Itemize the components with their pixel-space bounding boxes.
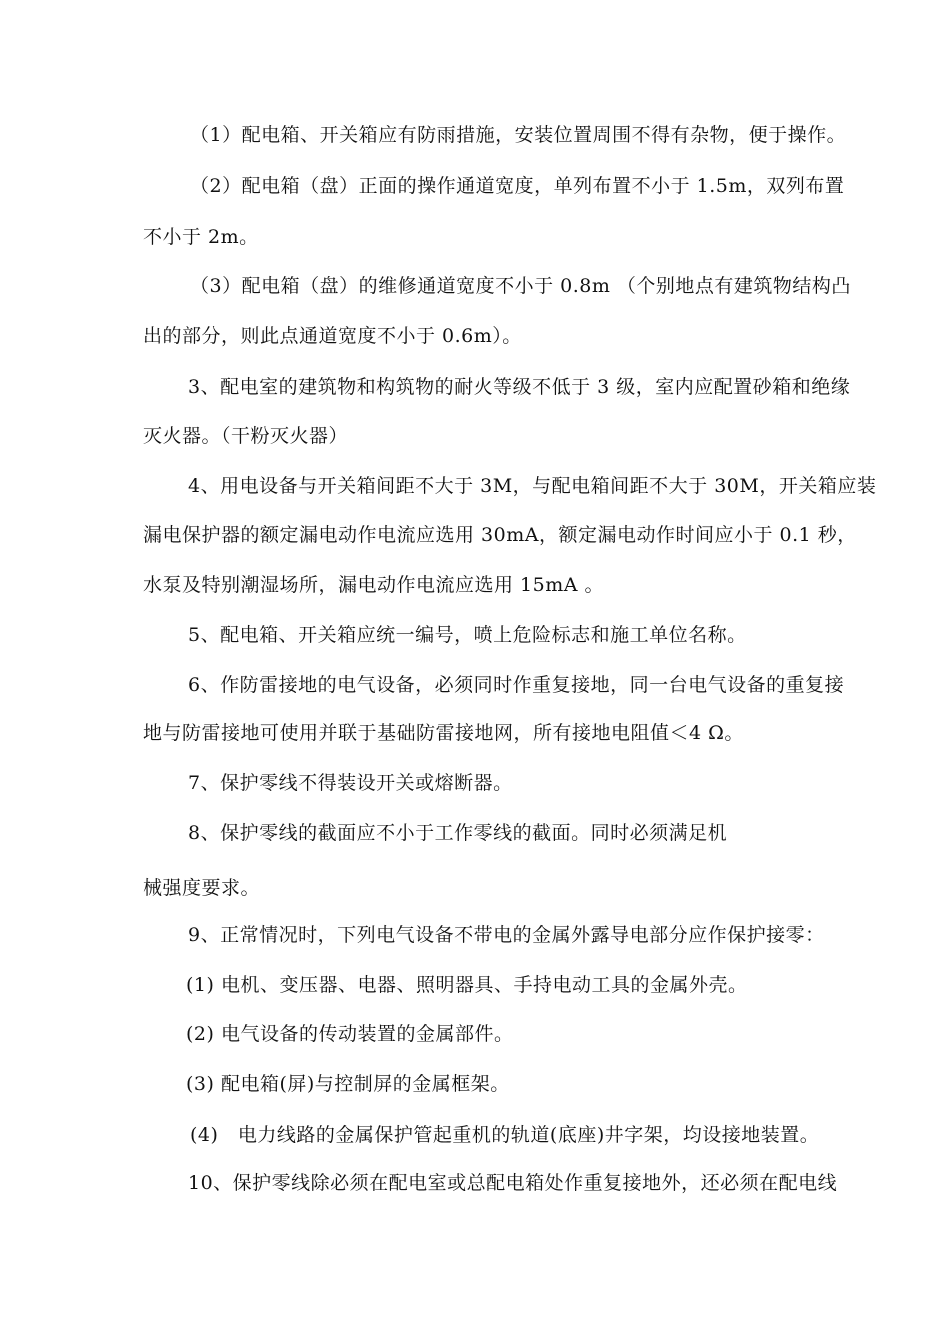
- text-line: 水泵及特别潮湿场所，漏电动作电流应选用 15mA 。: [143, 574, 604, 596]
- text-line: 5、配电箱、开关箱应统一编号，喷上危险标志和施工单位名称。: [188, 624, 747, 646]
- text-line: (3) 配电箱(屏)与控制屏的金属框架。: [186, 1073, 510, 1095]
- text-line: 地与防雷接地可使用并联于基础防雷接地网，所有接地电阻值＜4 Ω。: [143, 722, 744, 744]
- text-line: 9、正常情况时，下列电气设备不带电的金属外露导电部分应作保护接零：: [188, 924, 825, 946]
- text-line: 械强度要求。: [143, 877, 261, 899]
- text-line: （3）配电箱（盘）的维修通道宽度不小于 0.8m （个别地点有建筑物结构凸: [190, 275, 851, 297]
- text-line: (2) 电气设备的传动装置的金属部件。: [186, 1023, 514, 1045]
- text-line: 8、保护零线的截面应不小于工作零线的截面。同时必须满足机: [188, 822, 728, 844]
- text-line: 漏电保护器的额定漏电动作电流应选用 30mA，额定漏电动作时间应小于 0.1 秒，: [143, 524, 857, 546]
- text-line: （1）配电箱、开关箱应有防雨措施，安装位置周围不得有杂物，便于操作。: [190, 124, 847, 146]
- text-line: 4、用电设备与开关箱间距不大于 3M，与配电箱间距不大于 30M，开关箱应装: [188, 475, 877, 497]
- text-line: 10、保护零线除必须在配电室或总配电箱处作重复接地外，还必须在配电线: [188, 1172, 838, 1194]
- text-line: 不小于 2m。: [143, 226, 259, 248]
- text-line: 6、作防雷接地的电气设备，必须同时作重复接地，同一台电气设备的重复接: [188, 674, 845, 696]
- text-line: 出的部分，则此点通道宽度不小于 0.6m）。: [143, 325, 522, 347]
- text-line: 3、配电室的建筑物和构筑物的耐火等级不低于 3 级，室内应配置砂箱和绝缘: [188, 376, 851, 398]
- text-line: （2）配电箱（盘）正面的操作通道宽度，单列布置不小于 1.5m，双列布置: [190, 175, 845, 197]
- text-line: (4) 电力线路的金属保护管起重机的轨道(底座)井字架，均设接地装置。: [190, 1124, 820, 1146]
- text-line: 灭火器。（干粉灭火器）: [143, 425, 349, 447]
- text-line: (1) 电机、变压器、电器、照明器具、手持电动工具的金属外壳。: [186, 974, 748, 996]
- text-line: 7、保护零线不得装设开关或熔断器。: [188, 772, 513, 794]
